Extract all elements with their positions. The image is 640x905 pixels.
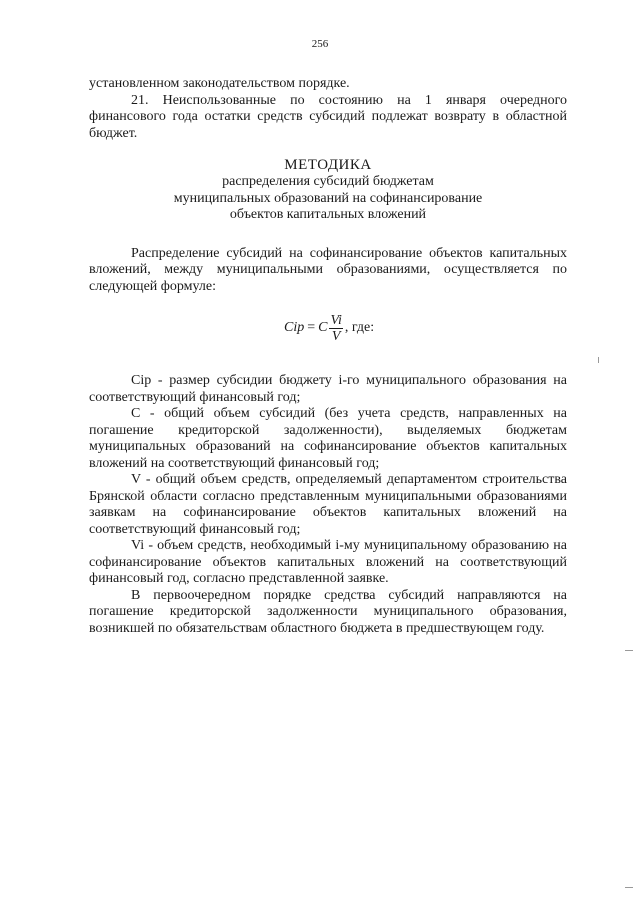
title-main: МЕТОДИКА bbox=[284, 157, 372, 173]
scan-mark bbox=[625, 650, 633, 651]
definition-cip: Cip - размер субсидии бюджету i-го муниципального образования на соответствующий финансовый год; bbox=[89, 373, 567, 405]
formula-factor: C bbox=[318, 320, 328, 336]
formula-lhs: Cip bbox=[284, 320, 305, 336]
scan-mark bbox=[598, 357, 599, 363]
continuation-paragraph: установленном законодательством порядке. bbox=[89, 76, 350, 91]
definition-c: C - общий объем субсидий (без учета средств, направленных на погашение кредиторской задолженности), выделяемых бюджетам муниципальных образований на софинансирование объектов капитальных вложений на соответствующий финансовый год; bbox=[89, 406, 567, 471]
item-21-paragraph: 21. Неиспользованные по состоянию на 1 января очередного финансового года остатки средств субсидий подлежат возврату в областной бюджет. bbox=[89, 92, 567, 141]
title-line-3: объектов капитальных вложений bbox=[229, 207, 427, 222]
formula-fraction bbox=[329, 313, 342, 344]
document-body bbox=[89, 76, 567, 637]
formula-suffix: , где: bbox=[344, 320, 375, 336]
page-number: 256 bbox=[311, 38, 329, 50]
title-line-2: муниципальных образований на софинансирование bbox=[173, 190, 483, 206]
formula-row bbox=[89, 309, 567, 353]
scan-mark bbox=[625, 887, 633, 888]
formula bbox=[284, 313, 374, 344]
title-line-1: распределения субсидий бюджетам bbox=[222, 174, 434, 189]
definition-vi: Vi - объем средств, необходимый i-му муниципальному образованию на софинансирование объектов капитальных вложений на соответствующий финансовый год, согласно представленной заявке. bbox=[89, 538, 567, 586]
formula-numerator: Vi bbox=[330, 313, 342, 328]
formula-equals: = bbox=[307, 320, 316, 336]
definitions bbox=[89, 373, 567, 637]
priority-paragraph: В первоочередном порядке средства субсидий направляются на погашение кредиторской задолженности муниципального образования, возникшей по обязательствам областного бюджета в предшествующем году. bbox=[89, 587, 567, 636]
formula-denominator: V bbox=[331, 329, 341, 344]
methodology-title bbox=[89, 156, 567, 224]
intro-paragraph: Распределение субсидий на софинансирование объектов капитальных вложений, между муниципальными образованиями, осуществляется по следующей формуле: bbox=[89, 245, 567, 294]
definition-v: V - общий объем средств, определяемый департаментом строительства Брянской области согласно представленным муниципальными образованиями заявкам на софинансирование объектов капитальных вложений на соответствующий финансовый год; bbox=[89, 472, 567, 537]
